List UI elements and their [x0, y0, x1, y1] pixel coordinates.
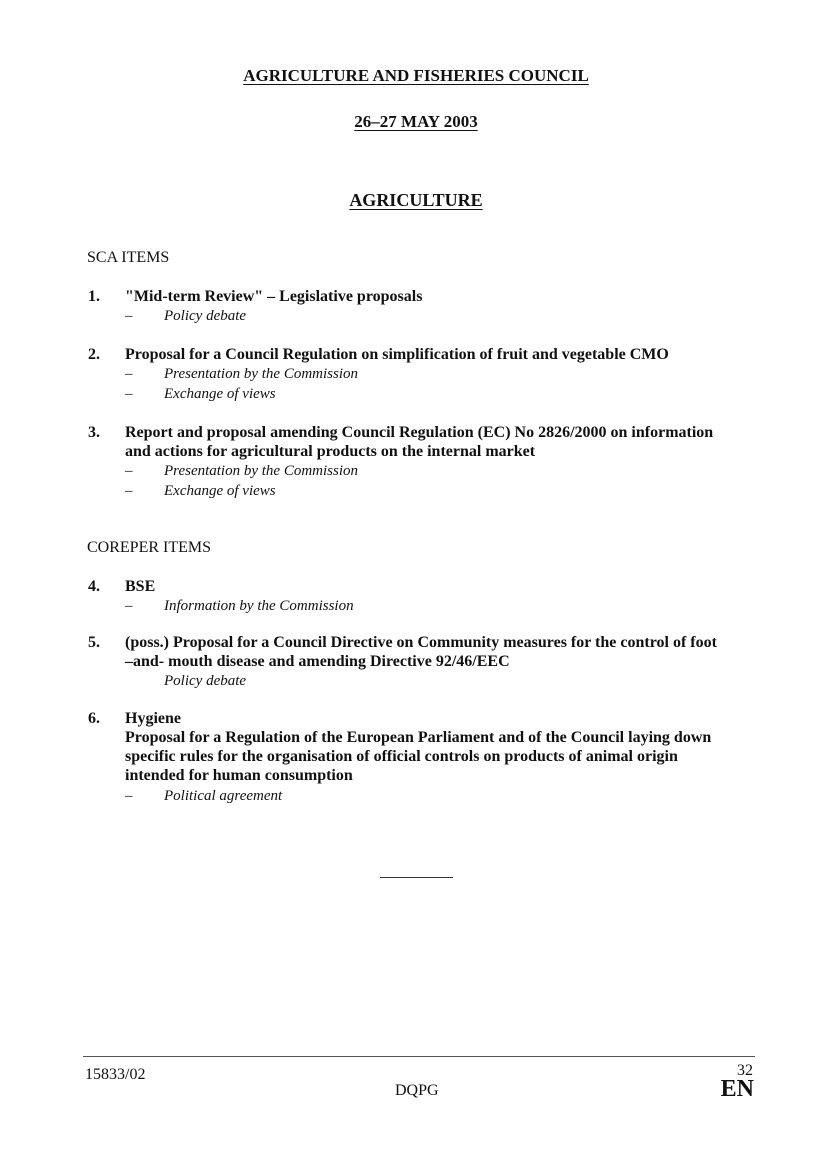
item-title-line: Proposal for a Regulation of the European Parliament and of the Council laying down — [125, 729, 712, 746]
item-sub-point: Policy debate — [164, 673, 247, 689]
item-title: Proposal for a Council Regulation on simplification of fruit and vegetable CMO — [125, 346, 669, 363]
item-title-line: –and- mouth disease and amending Directive 92/46/EEC — [125, 653, 510, 670]
item-number: 1. — [88, 288, 100, 305]
item-number: 2. — [88, 346, 100, 363]
item-title-line: (poss.) Proposal for a Council Directive on Community measures for the control of foot — [125, 634, 717, 651]
item-sub-point: Political agreement — [164, 788, 283, 804]
end-separator — [380, 877, 453, 878]
dash-bullet: – — [125, 366, 133, 382]
document-number: 15833/02 — [85, 1066, 146, 1083]
page-number: 32 — [737, 1062, 753, 1079]
item-number: 5. — [88, 634, 100, 651]
item-sub-point: Presentation by the Commission — [164, 366, 359, 382]
item-sub-point: Information by the Commission — [164, 598, 354, 614]
item-title-line: Report and proposal amending Council Regulation (EC) No 2826/2000 on information — [125, 424, 714, 441]
item-title: BSE — [125, 578, 156, 595]
item-title-line: specific rules for the organisation of official controls on products of animal origin — [125, 748, 678, 765]
meeting-date: 26–27 MAY 2003 — [354, 112, 478, 131]
language-code: EN — [720, 1076, 754, 1102]
dash-bullet: – — [125, 386, 133, 402]
dash-bullet: – — [125, 463, 133, 479]
item-number: 3. — [88, 424, 100, 441]
dash-bullet: – — [125, 483, 133, 499]
item-title: "Mid-term Review" – Legislative proposals — [125, 288, 423, 305]
sca-items-heading: SCA ITEMS — [87, 249, 170, 266]
dash-bullet: – — [125, 598, 133, 614]
item-sub-point: Exchange of views — [164, 483, 276, 499]
coreper-items-heading: COREPER ITEMS — [87, 539, 212, 556]
unit-code: DQPG — [395, 1082, 439, 1099]
subject-heading: AGRICULTURE — [349, 190, 483, 210]
item-title-line: and actions for agricultural products on the internal market — [125, 443, 536, 460]
dash-bullet: – — [125, 308, 133, 324]
dash-bullet: – — [125, 788, 133, 804]
item-title-line: Hygiene — [125, 710, 181, 727]
item-number: 6. — [88, 710, 100, 727]
item-title-line: intended for human consumption — [125, 767, 353, 784]
footer-rule — [83, 1056, 755, 1057]
item-number: 4. — [88, 578, 100, 595]
council-title: AGRICULTURE AND FISHERIES COUNCIL — [243, 66, 589, 85]
item-sub-point: Presentation by the Commission — [164, 463, 359, 479]
item-sub-point: Exchange of views — [164, 386, 276, 402]
item-sub-point: Policy debate — [164, 308, 247, 324]
